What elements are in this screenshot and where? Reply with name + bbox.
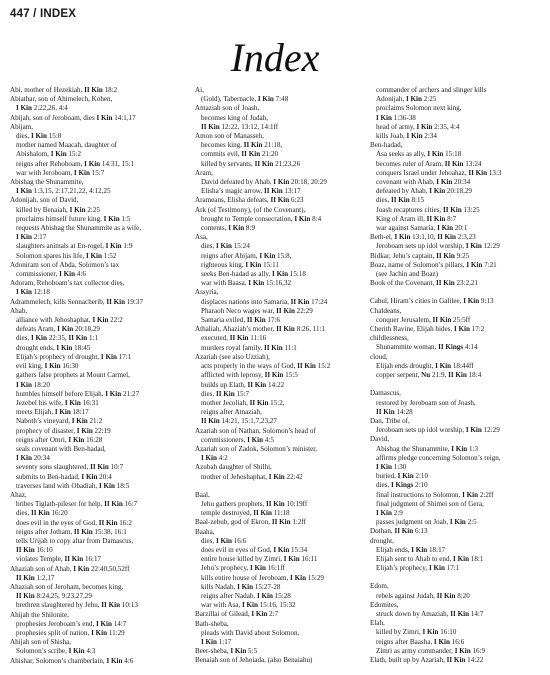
index-subentry: Solomon’s scribe, I Kin 4:3 [16, 647, 96, 656]
index-subentry: passes judgment on Joab, I Kin 2:5 [376, 518, 477, 527]
index-entry: Baal, [195, 490, 210, 499]
index-subentry: evil king, I Kin 16:30 [16, 362, 79, 371]
index-subentry: reigns after Jotham, II Kin 15:38, 16:1 [16, 527, 127, 536]
index-subentry: brethren slaughtered by Jehu, II Kin 10:13 [16, 601, 138, 610]
section-gap [370, 573, 546, 582]
index-subentry: mother of Jehoshaphat, I Kin 22:42 [201, 472, 303, 481]
index-subentry: I Kin 1:36-38 [376, 113, 416, 122]
index-subentry: I Kin 18:20 [16, 380, 50, 389]
index-subentry: II Kin 14:28 [376, 407, 413, 416]
index-subentry: dies, I Kin 16:6 [201, 536, 247, 545]
index-entry: Baal-zebub, god of Ekron, II Kin 1:2ff [195, 518, 306, 527]
index-entry: Amon son of Manasseh, [195, 132, 264, 141]
index-entry: Azariah (see also Uzziah), [195, 352, 270, 361]
index-subentry: temple destroyed, II Kin 11:18 [201, 509, 290, 518]
index-subentry: seeks Ben-hadad as ally, I Kin 15:18 [201, 270, 306, 279]
index-entry: David, [370, 435, 390, 444]
index-subentry: war with Jeroboam, I Kin 15:7 [16, 168, 105, 177]
index-entry: Bath-sheba, [195, 619, 229, 628]
index-subentry: Pharaoh Neco wages war, II Kin 22:29 [201, 306, 313, 315]
index-subentry: I Kin 1:17 [201, 637, 232, 646]
index-subentry: Abishag the Shunammite, I Kin 1:3 [376, 444, 479, 453]
index-entry: drought, [370, 536, 394, 545]
index-subentry: executed, II Kin 11:16 [201, 334, 267, 343]
index-entry: Boaz, name of Solomon’s pillars, I Kin 7:21 [370, 260, 497, 269]
index-subentry: prophecy of disaster, I Kin 22:19 [16, 426, 111, 435]
index-entry: Asa, [195, 233, 208, 242]
index-entry: Dothan, II Kin 6:13 [370, 527, 428, 536]
index-subentry: war against Samaria, I Kin 20:1 [376, 224, 468, 233]
index-subentry: Jezebel his wife, I Kin 16:31 [16, 398, 99, 407]
index-subentry: becomes ruler of Aram, II Kin 13:24 [376, 159, 482, 168]
index-subentry: pleads with David about Solomon, [201, 628, 300, 637]
index-subentry: commissioners, I Kin 4:5 [201, 435, 274, 444]
index-entry: cloud, [370, 352, 388, 361]
index-subentry: Jeroboam sets up idol worship, I Kin 12:29 [376, 242, 500, 251]
index-subentry: dies, I Kings 2:10 [376, 481, 428, 490]
index-entry: Abi, mother of Hezekiah, II Kin 18:2 [10, 86, 118, 94]
index-subentry: displaces nations into Samaria, II Kin 17:24 [201, 297, 328, 306]
index-subentry: Jehu gathers prophets, II Kin 10:19ff [201, 499, 308, 508]
index-entry: Ahaziah son of Jeroham, becomes king, [10, 582, 124, 591]
index-subentry: II Kin 12:22, 13:12, 14:1ff [201, 122, 279, 131]
index-subentry: conquer Jerusalem, II Kin 25:5ff [376, 315, 471, 324]
index-subentry: dies, I Kin 15:24 [201, 242, 250, 251]
index-entry: Abijam, [10, 122, 34, 131]
index-subentry: traverses land with Obadiah, I Kin 18:5 [16, 481, 130, 490]
index-subentry: Asa seeks as ally, I Kin 15:18 [376, 150, 462, 159]
index-subentry: commissioner, I Kin 4:6 [16, 270, 86, 279]
index-subentry: Elijah’s prophecy of drought, I Kin 17:1 [16, 352, 132, 361]
index-subentry: covenant with Ahab, I Kin 20:34 [376, 178, 471, 187]
index-subentry: drought ends, I Kin 18:45 [16, 343, 91, 352]
index-entry: Beer-sheba, I Kin 5:5 [195, 647, 258, 656]
index-subentry: I Kin 2:9 [376, 508, 403, 517]
index-subentry: dies, I Kin 15:8 [16, 132, 62, 141]
index-subentry: head of army, I Kin 2:35, 4:4 [376, 122, 460, 131]
index-entry: Baaha, [195, 527, 215, 536]
index-subentry: Elisha’s magic arrow, II Kin 13:17 [201, 187, 301, 196]
index-entry: Arameans, Elisha defeats, II Kin 6:23 [195, 196, 304, 205]
index-subentry: reigns after Abijam, I Kin 15:8, [201, 251, 292, 260]
index-subentry: gathers false prophets at Mount Carmel, [16, 371, 130, 380]
index-column-2 [195, 86, 375, 666]
index-subentry: killed by Zimri, I Kin 16:10 [376, 628, 457, 637]
index-entry: childlessness, [370, 334, 409, 343]
index-subentry: slaughters animals at En-rogel, I Kin 1:9 [16, 242, 133, 251]
index-subentry: I Kin 4:2 [201, 454, 228, 463]
index-subentry: requests Abishag the Shunammite as a wife, [16, 224, 142, 233]
index-subentry: I Kin 2:17 [16, 233, 47, 242]
index-subentry: acts properly in the ways of God, II Kin 15:2 [201, 362, 331, 371]
index-subentry: commits evil, II Kin 21:20 [201, 150, 279, 159]
index-subentry: dies, II Kin 8:15 [376, 196, 425, 205]
index-subentry: Abishalom, I Kin 15:2 [16, 150, 82, 159]
index-subentry: I Kin 12:18 [16, 288, 50, 297]
index-entry: Cherith Ravine, Elijah hides, I Kin 17:2 [370, 325, 485, 334]
index-subentry: Jehu’s prophecy, I Kin 16:1ff [201, 564, 285, 573]
index-entry: Ahaz, [10, 490, 27, 499]
index-entry: Abiathar, son of Ahimelech, Kohen, [10, 95, 113, 104]
index-entry: Adoniram son of Abda, Solomon’s tax [10, 260, 120, 269]
index-subentry: war with Asa, I Kin 15:16, 15:32 [201, 601, 296, 610]
index-entry: Assyria, [195, 288, 219, 297]
index-subentry: prophesies split of nation, I Kin 11:29 [16, 628, 125, 637]
index-subentry: affirms pledge concerning Solomon’s reign, [376, 453, 501, 462]
index-entry: Elath, built up by Azariah, II Kin 14:22 [370, 655, 484, 664]
index-entry: Ai, [195, 86, 204, 94]
index-subentry: dies, I Kin 22:35, II Kin 1:1 [16, 334, 99, 343]
index-entry: Adonijah, son of David, [10, 196, 79, 205]
index-subentry: does evil in the eyes of God, II Kin 16:2 [16, 518, 132, 527]
index-subentry: killed by Benaiah, I Kin 2:25 [16, 205, 100, 214]
index-subentry: becomes king of Judah, [201, 113, 268, 122]
index-entry: Edom, [370, 582, 389, 591]
index-column-1 [10, 86, 190, 666]
section-gap [370, 288, 546, 297]
index-subentry: Samaria exiled, II Kin 17:6 [201, 316, 281, 325]
index-entry: Ark (of Testimony), (of the Covenant), [195, 205, 306, 214]
index-subentry: contents, I Kin 8:9 [201, 224, 255, 233]
index-subentry: righteous king, I Kin 15:11 [201, 260, 279, 269]
index-subentry: afflicted with leprosy, II Kin 15:5 [201, 371, 298, 380]
index-subentry: dies, II Kin 15:7 [201, 389, 250, 398]
index-subentry: Joash recaptures cities, II Kin 13:25 [376, 205, 480, 214]
index-subentry: conquers Israel under Jehoahaz, II Kin 13:3 [376, 168, 502, 177]
index-subentry: David defeated by Ahab, I Kin 20:18, 20:29 [201, 178, 327, 187]
index-subentry: Elijah sent to Ahab to end, I Kin 18:1 [376, 554, 484, 563]
index-subentry: seventy sons slaughtered, II Kin 10:7 [16, 463, 124, 472]
index-subentry: prophesies Jeroboam’s end, I Kin 14:7 [16, 619, 127, 628]
index-subentry: defeated by Ahab, I Kin 20:18,29 [376, 187, 472, 196]
index-subentry: seals covenant with Ben-hadad, [16, 444, 106, 453]
index-subentry: mother named Maacah, daughter of [16, 141, 118, 150]
index-subentry: entire house killed by Zimri, I Kin 16:11 [201, 555, 318, 564]
index-subentry: copper serpent, Nu 21:9, II Kin 18:4 [376, 371, 482, 380]
index-entry: Abijah, son of Jeroboam, dies I Kin 14:1,17 [10, 113, 136, 122]
index-subentry: buried, I Kin 2:10 [376, 472, 429, 481]
index-subentry: becomes king, II Kin 21:18, [201, 141, 283, 150]
index-subentry: (Gold), Tabernacle, I Kin 7:48 [201, 95, 289, 104]
index-subentry: Elijah’s prophecy, I Kin 17:1 [376, 564, 460, 573]
index-entry: Elah, [370, 619, 385, 628]
index-subentry: reigns after Omri, I Kin 16:28 [16, 435, 103, 444]
index-subentry: dies, II Kin 16:20 [16, 509, 68, 518]
index-entry: Ahijah son of Shisha, [10, 638, 72, 647]
index-entry: Ahijah the Shilonite, [10, 610, 69, 619]
index-subentry: mother Jecoliah, II Kin 15:2, [201, 398, 285, 407]
index-subentry: commander of archers and slinger kills [376, 86, 487, 94]
index-subentry: murders royal family, II Kin 11:1 [201, 343, 297, 352]
index-entry: Amaziah son of Joash, [195, 104, 260, 113]
index-entry: Barzillai of Gilead, I Kin 2:7 [195, 610, 279, 619]
index-subentry: kills Joab, I Kin 2:34 [376, 132, 437, 141]
index-subentry: final judgment of Shimei son of Gera, [376, 499, 484, 508]
index-subentry: reigns after Baasha, I Kin 16:6 [376, 637, 465, 646]
index-entry: Azariah son of Zadok, Solomon’s minister, [195, 444, 318, 453]
index-subentry: humbles himself before Elijah, I Kin 21:27 [16, 389, 140, 398]
index-subentry: builds up Elath, II Kin 14:22 [201, 380, 285, 389]
index-column-3 [370, 86, 546, 665]
index-subentry: reigns after Nadab, I Kin 15:28 [201, 591, 291, 600]
index-subentry: violates Temple, II Kin 16:17 [16, 555, 102, 564]
index-subentry: II Kin 1:2,17 [16, 573, 55, 582]
index-entry: Adrammelech, kills Sennacherib, II Kin 19:37 [10, 297, 143, 306]
index-entry: Book of the Covenant, II Kin 23:2,21 [370, 279, 479, 288]
index-subentry: tells Urijah to copy altar from Damascus, [16, 536, 134, 545]
index-entry: Ben-hadad, [370, 141, 403, 150]
index-subentry: proclaims Solomon next king, [376, 104, 462, 113]
index-entry: Ahaziah son of Ahab, I Kin 22:40,50,52ff [10, 564, 130, 573]
index-subentry: does evil in eyes of God, I Kin 15:34 [201, 545, 308, 554]
index-subentry: I Kin 1:3,15, 2:17,21,22, 4:12,25 [16, 187, 111, 196]
index-entry: Beth-el, I Kin 13:1,10, II Kin 2:3,23 [370, 233, 476, 242]
index-subentry: kills Nadab, I Kin 15:27-28 [201, 582, 281, 591]
page-title: Index [230, 35, 320, 80]
index-subentry: Elijah ends, I Kin 18:17 [376, 545, 446, 554]
index-entry: Abishag the Shunammite, [10, 178, 84, 187]
index-entry: Edomites, [370, 600, 399, 609]
index-subentry: Shunammite woman, II Kings 4:14 [376, 343, 478, 352]
index-subentry: I Kin 2:22,26, 4:4 [16, 104, 68, 113]
index-subentry: King of Aram ill, II Kin 8:7 [376, 214, 457, 223]
index-subentry: Zimri as army commander, I Kin 16:9 [376, 646, 486, 655]
index-subentry: alliance with Jehoshaphat, I Kin 22:2 [16, 316, 123, 325]
index-subentry: bribes Tiglath-pileser for help, II Kin 16:7 [16, 500, 138, 509]
section-gap [370, 380, 546, 389]
index-entry: Cabul, Hiram’s cities in Galilee, I Kin 9:13 [370, 297, 494, 306]
index-entry: Bidkar, Jehu’s captain, II Kin 9:25 [370, 251, 470, 260]
index-entry: Dan, Tribe of, [370, 416, 410, 425]
index-entry: Aram, [195, 168, 213, 177]
index-subentry: Adonijah, I Kin 2:25 [376, 95, 437, 104]
index-entry: Damascus, [370, 389, 401, 398]
index-subentry: II Kin 16:10 [16, 546, 53, 555]
index-subentry: war with Baasa, I Kin 15:16,32 [201, 279, 292, 288]
index-subentry: struck down by Amaziah, II Kin 14:7 [376, 609, 484, 618]
index-subentry: I Kin 1:30 [376, 462, 407, 471]
index-entry: Ahab, [10, 306, 28, 315]
index-subentry: I Kin 20:34 [16, 454, 50, 463]
index-subentry: reigns after Rehoboam, I Kin 14:31, 15:1 [16, 159, 135, 168]
index-entry: Ahishar, Solomon’s chamberlain, I Kin 4:6 [10, 656, 134, 665]
index-subentry: defeats Aram, I Kin 20:18,29 [16, 325, 100, 334]
index-subentry: Naboth’s vineyard, I Kin 21:2 [16, 417, 103, 426]
index-subentry: meets Elijah, I Kin 18:17 [16, 408, 89, 417]
index-subentry: Solomon spares his life, I Kin 1:52 [16, 251, 117, 260]
index-entry: Azariah son of Nathan, Solomon’s head of [195, 426, 316, 435]
index-entry: Athaliah, Ahaziah’s mother, II Kin 8:26, 11:1 [195, 325, 326, 334]
index-subentry: final instructions to Solomon, I Kin 2:2ff [376, 490, 494, 499]
index-subentry: rebels against Judah, II Kin 8:20 [376, 591, 470, 600]
index-subentry: II Kin 8:24,25, 9:23,27,29 [16, 592, 92, 601]
index-entry: Benaiah son of Jehoiada, (also Benaiahu) [195, 656, 313, 665]
index-subentry: Elijah ends drought, I Kin 18:44ff [376, 361, 474, 370]
index-subentry: restored by Jeroboam son of Joash, [376, 398, 476, 407]
index-subentry: proclaims himself future king, I Kin 1:5 [16, 214, 131, 223]
index-subentry: submits to Ben-hadad, I Kin 20:4 [16, 472, 112, 481]
index-subentry: (see Jachin and Boaz) [376, 270, 439, 279]
index-entry: Adoram, Rehoboam’s tax collector dies, [10, 279, 125, 288]
index-entry: Chaldeans, [370, 306, 402, 315]
index-entry: Azubah daughter of Shilhi, [195, 463, 272, 472]
index-subentry: brought to Temple consecration, I Kin 8:4 [201, 214, 322, 223]
index-subentry: kills entire house of Jeroboam, I Kin 15:29 [201, 573, 324, 582]
index-subentry: reigns after Amaziah, [201, 408, 262, 417]
section-gap [195, 482, 375, 491]
index-subentry: Jeroboam sets up idol worship, I Kin 12:29 [376, 426, 500, 435]
index-subentry: II Kin 14:21, 15:1,7,23,27 [201, 417, 277, 426]
page-header: 447 / INDEX [10, 8, 77, 20]
index-subentry: killed by servants, II Kin 21:23,26 [201, 159, 301, 168]
